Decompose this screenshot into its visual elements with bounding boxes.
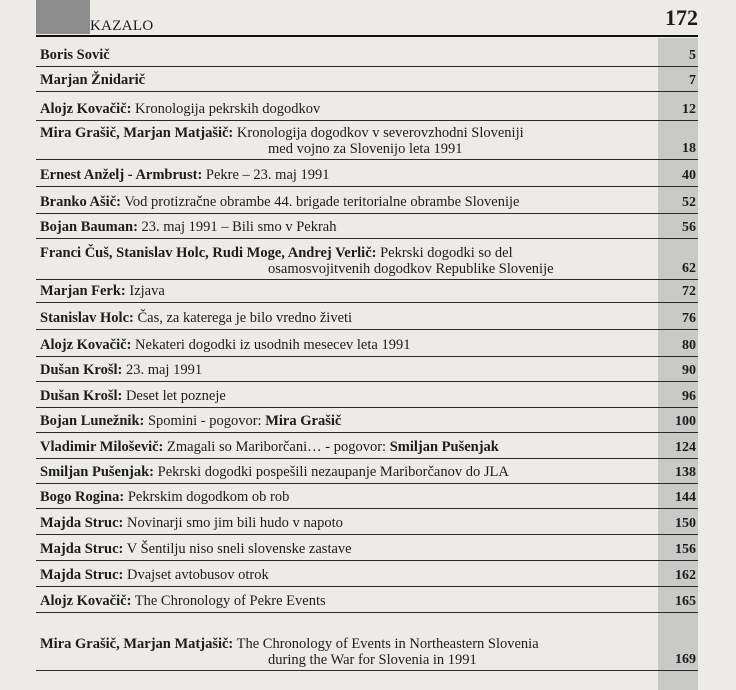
toc-entry-text	[40, 219, 654, 236]
toc-page-number: 40	[682, 168, 696, 183]
toc-author: Branko Ašič:	[40, 194, 121, 210]
toc-page-number: 72	[682, 284, 696, 299]
toc-author: Dušan Krošl:	[40, 362, 123, 378]
header-rule	[36, 35, 698, 37]
toc-author: Smiljan Pušenjak:	[40, 464, 155, 480]
toc-title: Dvajset avtobusov otrok	[123, 567, 269, 583]
toc-entry-text	[40, 388, 654, 405]
toc-page-number: 5	[689, 48, 696, 63]
toc-page-number: 90	[682, 363, 696, 378]
toc-entry[interactable]	[36, 120, 698, 160]
toc-entry-text	[40, 310, 654, 327]
toc-page-number: 100	[675, 414, 696, 429]
toc-page-number: 12	[682, 102, 696, 117]
toc-entry-text	[40, 593, 654, 610]
toc-author: Bojan Lunežnik:	[40, 413, 145, 429]
toc-entry[interactable]	[36, 508, 698, 535]
page-number: 172	[665, 5, 698, 30]
toc-entry[interactable]	[36, 329, 698, 357]
toc-entry-text	[40, 636, 654, 668]
toc-author: Marjan Žnidarič	[40, 72, 146, 88]
toc-title-continued: osamosvojitvenih dogodkov Republike Slovenije	[268, 261, 554, 277]
toc-entry[interactable]	[36, 586, 698, 613]
toc-entry-text	[40, 283, 654, 300]
toc-author: Dušan Krošl:	[40, 388, 123, 404]
toc-title: Kronologija pekrskih dogodkov	[131, 101, 321, 117]
toc-author: Bojan Bauman:	[40, 219, 138, 235]
toc-page-number: 52	[682, 195, 696, 210]
toc-page-number: 76	[682, 311, 696, 326]
toc-title: Nekateri dogodki iz usodnih mesecev leta 1991	[131, 337, 411, 353]
toc-page-number: 96	[682, 389, 696, 404]
toc-page-number: 138	[675, 465, 696, 480]
toc-entry-text	[40, 439, 654, 456]
toc-title: The Chronology of Pekre Events	[131, 593, 326, 609]
toc-entry-text	[40, 72, 654, 89]
toc-entry-text	[40, 125, 654, 157]
page-header	[36, 0, 698, 34]
toc-author: Alojz Kovačič:	[40, 337, 132, 353]
toc-title: Čas, za katerega je bilo vredno živeti	[133, 310, 353, 326]
toc-title: Spomini - pogovor:	[144, 413, 266, 429]
toc-page-number: 80	[682, 338, 696, 353]
toc-title: V Šentilju niso sneli slovenske zastave	[123, 541, 352, 557]
toc-page-number: 169	[675, 652, 696, 667]
toc-author: Majda Struc:	[40, 567, 124, 583]
toc-page-number: 62	[682, 261, 696, 276]
toc-title-continued: during the War for Slovenia in 1991	[268, 652, 477, 668]
page-title: KAZALO	[90, 18, 154, 34]
toc-entry[interactable]	[36, 612, 698, 671]
toc-title: Pekrskim dogodkom ob rob	[124, 489, 290, 505]
toc-entry[interactable]	[36, 534, 698, 561]
toc-title: 23. maj 1991	[122, 362, 203, 378]
toc-entry[interactable]	[36, 38, 698, 67]
toc-entry[interactable]	[36, 432, 698, 459]
toc-title: Deset let pozneje	[122, 388, 226, 404]
toc-entry-text	[40, 541, 654, 558]
toc-entry-text	[40, 515, 654, 532]
toc-entry[interactable]	[36, 91, 698, 121]
toc-entry[interactable]	[36, 356, 698, 382]
toc-author: Franci Čuš, Stanislav Holc, Rudi Moge, Andrej Verlič:	[40, 245, 377, 261]
toc-entry-text	[40, 101, 654, 118]
toc-page-number: 165	[675, 594, 696, 609]
toc-entry-text	[40, 167, 654, 184]
toc-page-number: 156	[675, 542, 696, 557]
toc-author: Alojz Kovačič:	[40, 101, 132, 117]
toc-entry[interactable]	[36, 159, 698, 187]
toc-entry-text	[40, 194, 654, 211]
toc-author: Boris Sovič	[40, 47, 110, 63]
toc-author: Alojz Kovačič:	[40, 593, 132, 609]
toc-entry-text	[40, 337, 654, 354]
toc-author: Vladimir Miloševič:	[40, 439, 164, 455]
toc-author: Stanislav Holc:	[40, 310, 134, 326]
toc-entry[interactable]	[36, 186, 698, 214]
toc-title: Pekre – 23. maj 1991	[202, 167, 330, 183]
toc-entry-text	[40, 567, 654, 584]
toc-author: Mira Grašič, Marjan Matjašič:	[40, 125, 234, 141]
toc-entry-text	[40, 245, 654, 277]
toc-author: Majda Struc:	[40, 515, 124, 531]
toc-title: 23. maj 1991 – Bili smo v Pekrah	[137, 219, 337, 235]
toc-page-number: 56	[682, 220, 696, 235]
toc-entry[interactable]	[36, 381, 698, 408]
toc-entry-text	[40, 413, 654, 430]
toc-title: Pekrski dogodki so del	[376, 245, 513, 261]
toc-author: Bogo Rogina:	[40, 489, 125, 505]
toc-page-number: 144	[675, 490, 696, 505]
toc-page-number: 150	[675, 516, 696, 531]
toc-title: The Chronology of Events in Northeastern Slovenia	[233, 636, 539, 652]
toc-entry[interactable]	[36, 458, 698, 484]
toc-author: Marjan Ferk:	[40, 283, 126, 299]
toc-author: Mira Grašič, Marjan Matjašič:	[40, 636, 234, 652]
toc-entry-text	[40, 489, 654, 506]
toc-page-number: 7	[689, 73, 696, 88]
toc-entry[interactable]	[36, 279, 698, 303]
toc-entry[interactable]	[36, 238, 698, 280]
toc-entry[interactable]	[36, 66, 698, 92]
toc-title: Zmagali so Mariborčani… - pogovor:	[163, 439, 390, 455]
toc-interviewer: Smiljan Pušenjak	[389, 439, 499, 455]
toc-page-number: 18	[682, 141, 696, 156]
toc-title: Kronologija dogodkov v severovzhodni Sloveniji	[233, 125, 524, 141]
toc-interviewer: Mira Grašič	[265, 413, 342, 429]
toc-entry[interactable]	[36, 407, 698, 433]
toc-author: Ernest Anželj - Armbrust:	[40, 167, 203, 183]
toc-entry-text	[40, 362, 654, 379]
toc-title: Novinarji smo jim bili hudo v napoto	[123, 515, 343, 531]
toc-page-number: 162	[675, 568, 696, 583]
toc-entry-text	[40, 47, 654, 64]
toc-title: Vod protizračne obrambe 44. brigade teritorialne obrambe Slovenije	[120, 194, 520, 210]
toc-page-number: 124	[675, 440, 696, 455]
toc-entry[interactable]	[36, 483, 698, 509]
toc-title: Pekrski dogodki pospešili nezaupanje Mariborčanov do JLA	[154, 464, 509, 480]
toc-entry[interactable]	[36, 302, 698, 330]
toc-entry-text	[40, 464, 654, 481]
toc-entry[interactable]	[36, 560, 698, 587]
toc-title-continued: med vojno za Slovenijo leta 1991	[268, 141, 463, 157]
toc-title: Izjava	[125, 283, 165, 299]
toc-entry[interactable]	[36, 213, 698, 239]
toc-author: Majda Struc:	[40, 541, 124, 557]
